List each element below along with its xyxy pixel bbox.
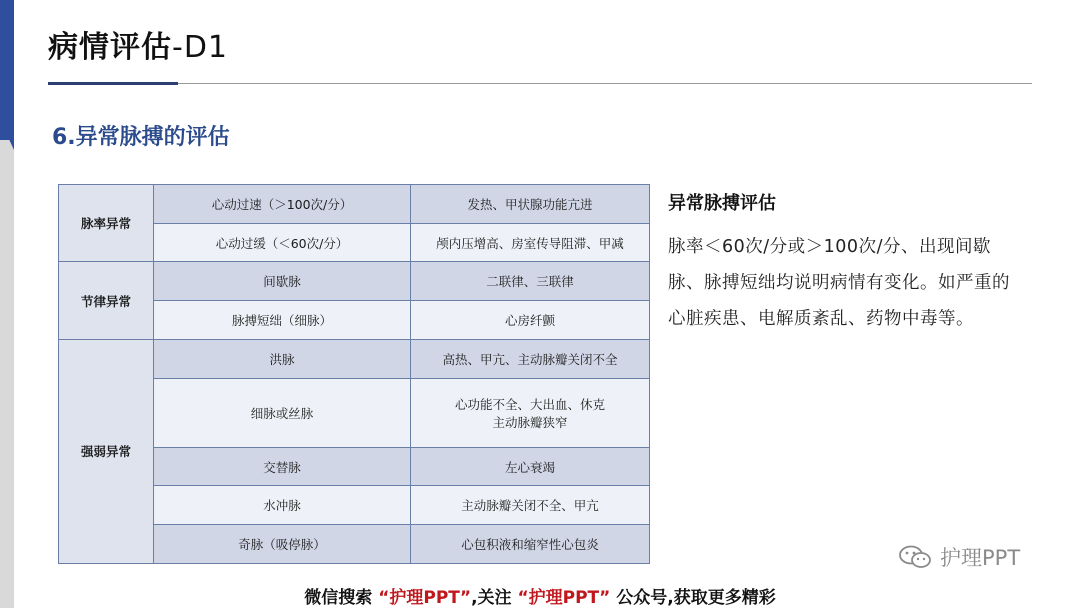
table-row — [59, 185, 650, 224]
cause-line-2: 主动脉瓣狭窄 — [492, 414, 568, 430]
left-accent-cut — [0, 120, 14, 150]
left-accent-bar — [0, 0, 14, 140]
page-title-suffix: -D1 — [172, 30, 229, 65]
title-underline-light — [178, 83, 1032, 84]
cause-cell: 心房纤颤 — [411, 301, 650, 340]
pulse-type-cell: 洪脉 — [154, 339, 411, 378]
pulse-type-cell: 细脉或丝脉 — [154, 378, 411, 447]
cause-cell — [411, 378, 650, 447]
side-body-text: 脉率＜60次/分或＞100次/分、出现间歇脉、脉搏短绌均说明病情有变化。如严重的心脏疾患、电解质紊乱、药物中毒等。 — [668, 237, 1010, 329]
page-title — [48, 22, 228, 66]
section-heading: 6.异常脉搏的评估 — [52, 125, 230, 150]
title-underline-dark — [48, 82, 178, 85]
pulse-type-cell: 心动过缓（＜60次/分） — [154, 223, 411, 262]
cause-cell: 二联律、三联律 — [411, 262, 650, 301]
cause-cell: 心包积液和缩窄性心包炎 — [411, 525, 650, 564]
cause-cell: 高热、甲亢、主动脉瓣关闭不全 — [411, 339, 650, 378]
cause-line-1: 心功能不全、大出血、休克 — [454, 396, 605, 412]
category-cell: 强弱异常 — [59, 339, 154, 563]
footer-text-2: ,关注 — [471, 588, 512, 608]
pulse-type-cell: 心动过速（＞100次/分） — [154, 185, 411, 224]
pulse-type-cell: 间歇脉 — [154, 262, 411, 301]
category-cell: 脉率异常 — [59, 185, 154, 262]
wechat-icon — [898, 545, 932, 569]
footer-text-3: 公众号,获取更多精彩 — [616, 588, 776, 608]
table-row — [59, 339, 650, 378]
cause-cell: 主动脉瓣关闭不全、甲亢 — [411, 486, 650, 525]
pulse-type-cell: 水冲脉 — [154, 486, 411, 525]
cause-cell: 左心衰竭 — [411, 447, 650, 486]
footer-banner — [0, 583, 1080, 608]
footer-keyword-2: “护理PPT” — [517, 588, 611, 608]
side-title: 异常脉搏评估 — [668, 193, 776, 214]
watermark — [898, 542, 1020, 572]
page-title-main: 病情评估 — [48, 30, 172, 65]
footer-keyword-1: “护理PPT” — [378, 588, 472, 608]
category-cell: 节律异常 — [59, 262, 154, 339]
abnormal-pulse-table — [58, 184, 650, 564]
watermark-text: 护理PPT — [940, 546, 1021, 570]
table-row — [59, 262, 650, 301]
pulse-type-cell: 脉搏短绌（细脉） — [154, 301, 411, 340]
pulse-type-cell: 奇脉（吸停脉） — [154, 525, 411, 564]
cause-cell: 发热、甲状腺功能亢进 — [411, 185, 650, 224]
pulse-type-cell: 交替脉 — [154, 447, 411, 486]
footer-text-1: 微信搜索 — [304, 588, 373, 608]
cause-cell: 颅内压增高、房室传导阻滞、甲减 — [411, 223, 650, 262]
